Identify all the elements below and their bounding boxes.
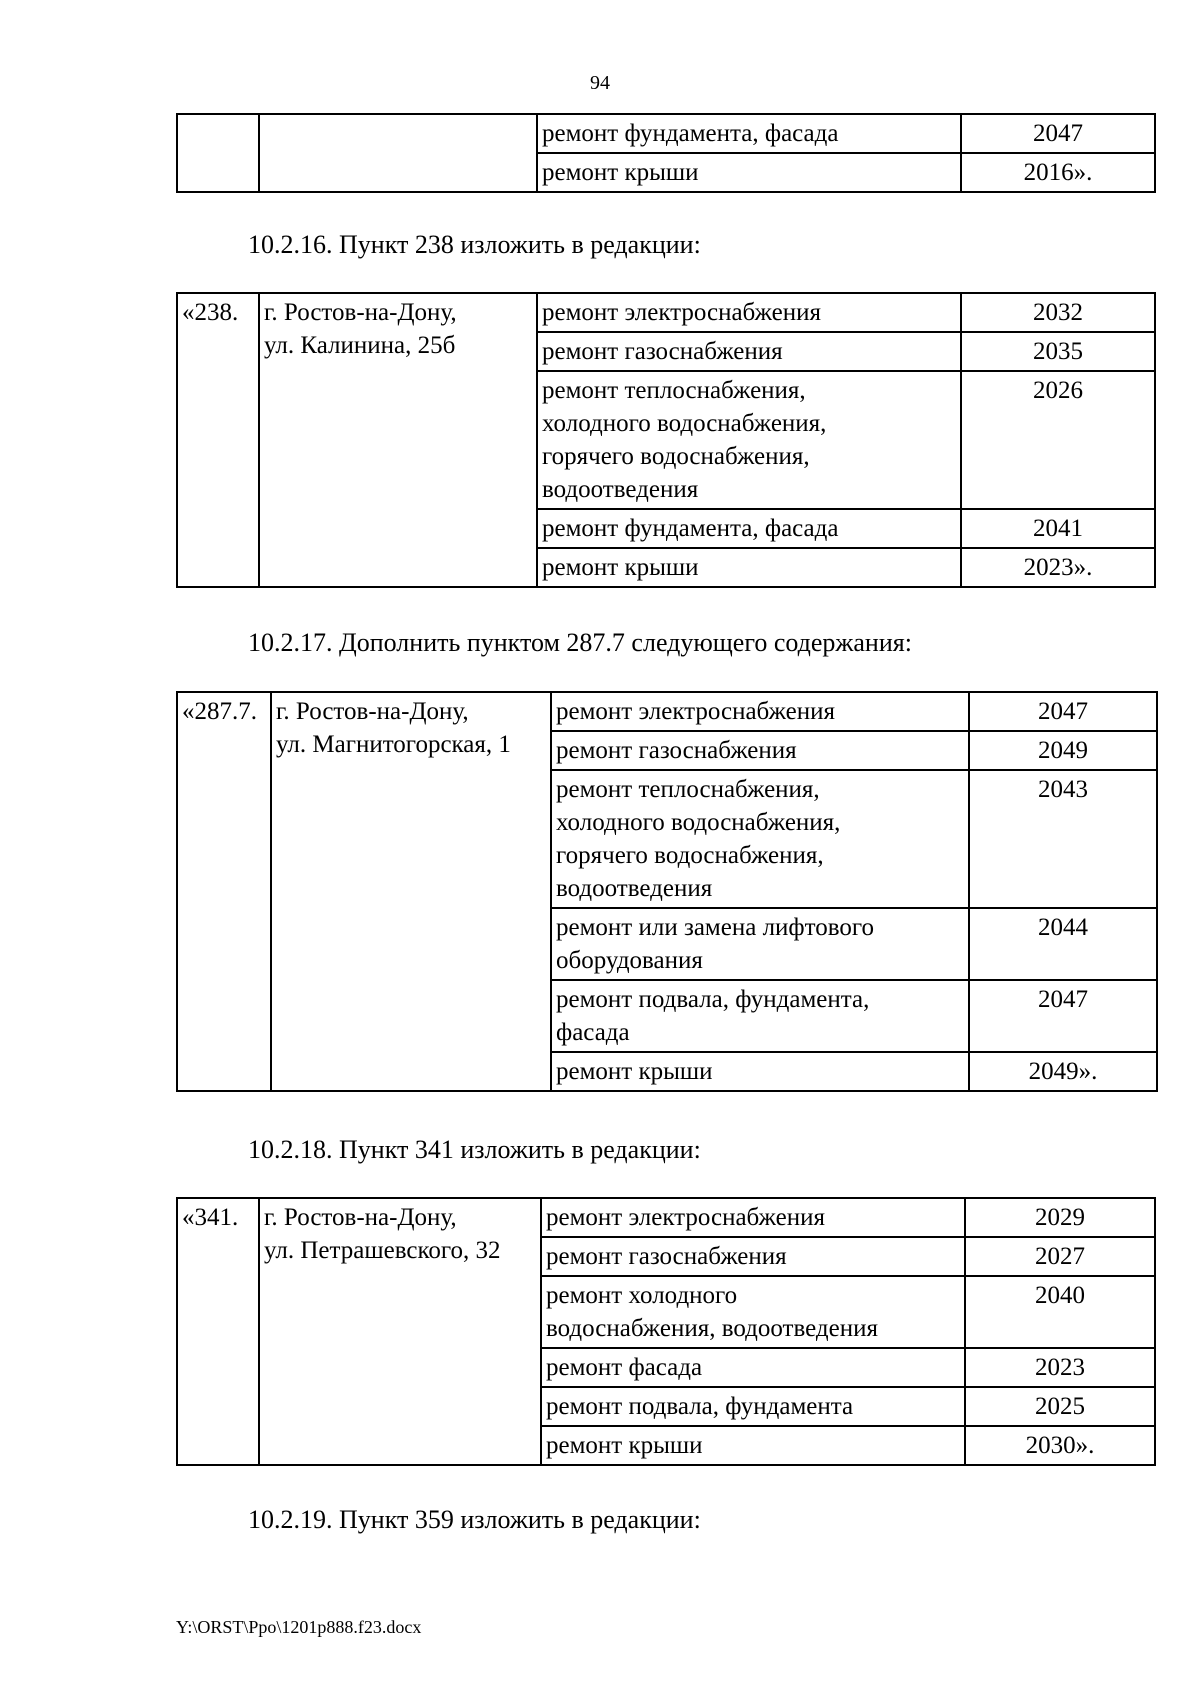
address-cell <box>271 692 551 1091</box>
item-number-cell: «238. <box>177 293 259 587</box>
item-number-cell: «341. <box>177 1198 259 1465</box>
paragraph-10-2-17: 10.2.17. Дополнить пунктом 287.7 следующего содержания: <box>248 628 912 657</box>
address-cell <box>259 114 537 192</box>
year-cell: 2047 <box>961 114 1155 153</box>
work-cell: ремонт газоснабжения <box>541 1237 965 1276</box>
year-cell: 2027 <box>965 1237 1155 1276</box>
year-cell: 2026 <box>961 371 1155 509</box>
address-line: г. Ростов-на-Дону, <box>276 698 469 725</box>
year-cell: 2049 <box>969 731 1157 770</box>
work-line: ремонт или замена лифтового <box>556 914 874 941</box>
work-line: ремонт теплоснабжения, <box>542 377 806 404</box>
work-cell: ремонт фундамента, фасада <box>537 509 961 548</box>
address-line: ул. Калинина, 25б <box>264 332 456 359</box>
address-line: ул. Петрашевского, 32 <box>264 1237 501 1264</box>
work-line: холодного водоснабжения, <box>542 410 827 437</box>
table-row <box>177 1198 1155 1237</box>
work-cell <box>537 371 961 509</box>
work-cell: ремонт электроснабжения <box>537 293 961 332</box>
work-cell: ремонт подвала, фундамента <box>541 1387 965 1426</box>
year-cell: 2047 <box>969 692 1157 731</box>
item-number-cell: «287.7. <box>177 692 271 1091</box>
year-cell: 2044 <box>969 908 1157 980</box>
work-line: водоснабжения, водоотведения <box>546 1315 878 1342</box>
year-cell: 2023 <box>965 1348 1155 1387</box>
paragraph-10-2-19: 10.2.19. Пункт 359 изложить в редакции: <box>248 1505 701 1534</box>
work-line: водоотведения <box>542 476 699 503</box>
work-cell <box>551 980 969 1052</box>
year-cell: 2049». <box>969 1052 1157 1091</box>
work-cell: ремонт газоснабжения <box>551 731 969 770</box>
work-cell <box>551 908 969 980</box>
work-line: ремонт подвала, фундамента, <box>556 986 870 1013</box>
work-line: горячего водоснабжения, <box>542 443 810 470</box>
year-cell: 2043 <box>969 770 1157 908</box>
work-line: ремонт теплоснабжения, <box>556 776 820 803</box>
year-cell: 2035 <box>961 332 1155 371</box>
table-item-341 <box>176 1197 1156 1466</box>
year-cell: 2047 <box>969 980 1157 1052</box>
work-line: оборудования <box>556 947 703 974</box>
page-number: 94 <box>590 72 610 94</box>
work-cell: ремонт фасада <box>541 1348 965 1387</box>
work-cell <box>541 1276 965 1348</box>
work-line: фасада <box>556 1019 630 1046</box>
work-line: ремонт холодного <box>546 1282 738 1309</box>
address-cell <box>259 293 537 587</box>
work-cell: ремонт крыши <box>537 153 961 192</box>
work-cell: ремонт газоснабжения <box>537 332 961 371</box>
file-path-footer: Y:\ORST\Ppo\1201p888.f23.docx <box>176 1617 422 1637</box>
table-item-238 <box>176 292 1156 588</box>
work-cell: ремонт фундамента, фасада <box>537 114 961 153</box>
year-cell: 2029 <box>965 1198 1155 1237</box>
year-cell: 2030». <box>965 1426 1155 1465</box>
address-line: г. Ростов-на-Дону, <box>264 1204 457 1231</box>
year-cell: 2040 <box>965 1276 1155 1348</box>
work-line: водоотведения <box>556 875 713 902</box>
year-cell: 2032 <box>961 293 1155 332</box>
table-row <box>177 114 1155 153</box>
address-line: г. Ростов-на-Дону, <box>264 299 457 326</box>
year-cell: 2016». <box>961 153 1155 192</box>
work-cell: ремонт электроснабжения <box>541 1198 965 1237</box>
table-row <box>177 293 1155 332</box>
item-number-cell <box>177 114 259 192</box>
work-cell <box>551 770 969 908</box>
table-item-287-7 <box>176 691 1158 1092</box>
work-line: холодного водоснабжения, <box>556 809 841 836</box>
work-line: горячего водоснабжения, <box>556 842 824 869</box>
table-continuation <box>176 113 1156 193</box>
paragraph-10-2-16: 10.2.16. Пункт 238 изложить в редакции: <box>248 230 701 259</box>
address-cell <box>259 1198 541 1465</box>
address-line: ул. Магнитогорская, 1 <box>276 731 511 758</box>
year-cell: 2023». <box>961 548 1155 587</box>
table-row <box>177 692 1157 731</box>
paragraph-10-2-18: 10.2.18. Пункт 341 изложить в редакции: <box>248 1135 701 1164</box>
year-cell: 2025 <box>965 1387 1155 1426</box>
work-cell: ремонт электроснабжения <box>551 692 969 731</box>
work-cell: ремонт крыши <box>551 1052 969 1091</box>
work-cell: ремонт крыши <box>541 1426 965 1465</box>
year-cell: 2041 <box>961 509 1155 548</box>
work-cell: ремонт крыши <box>537 548 961 587</box>
